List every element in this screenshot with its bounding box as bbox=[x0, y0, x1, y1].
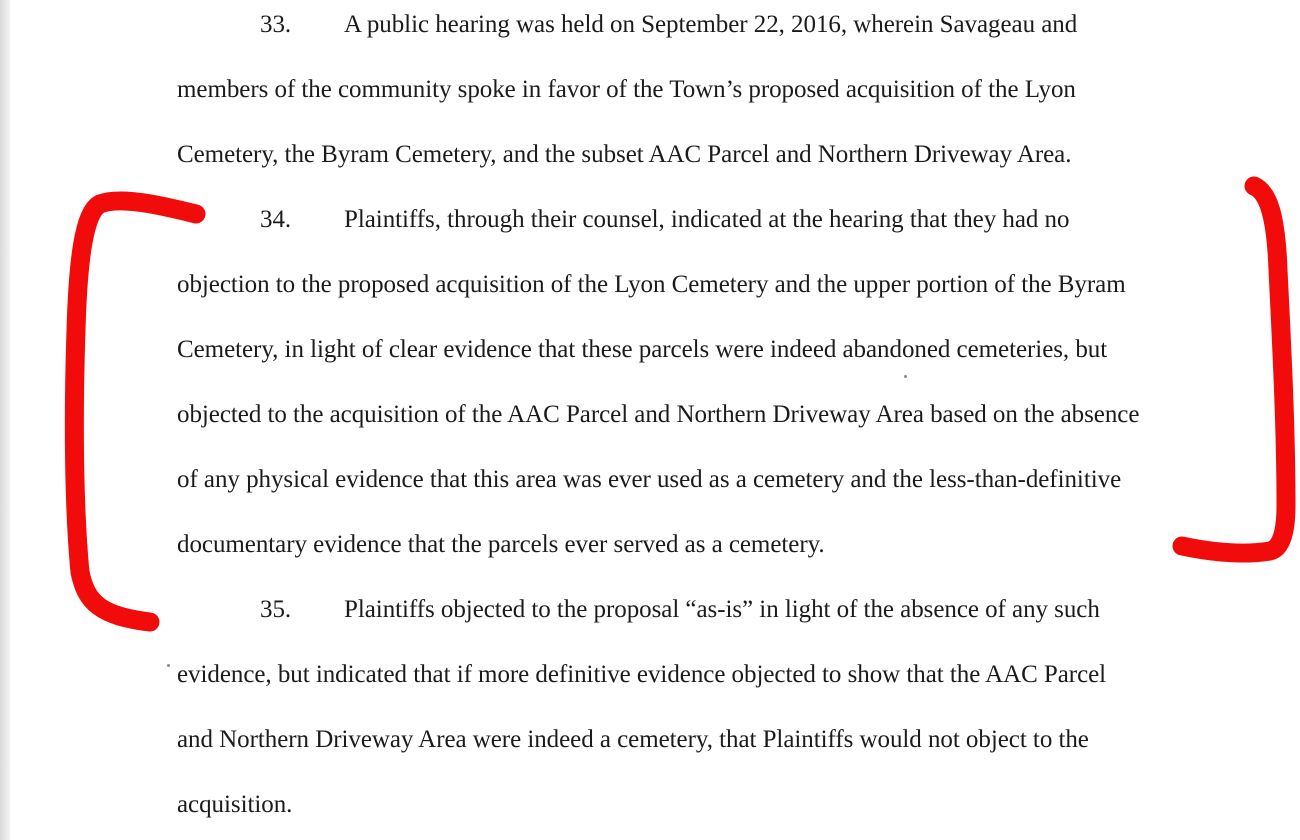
paragraph-34-line-5: of any physical evidence that this area was ever used as a cemetery and the less-than-definitive bbox=[177, 466, 1122, 493]
right-red-bracket-annotation bbox=[1182, 186, 1286, 553]
paragraph-33-text-1: A public hearing was held on September 22, 2016, wherein Savageau and bbox=[344, 11, 1078, 38]
paragraph-35-line-3: and Northern Driveway Area were indeed a cemetery, that Plaintiffs would not object to the bbox=[177, 726, 1089, 753]
paragraph-34-number: 34. bbox=[260, 206, 292, 233]
scan-speck bbox=[167, 664, 170, 667]
paragraph-33-number: 33. bbox=[260, 11, 292, 38]
paragraph-33-line-3: Cemetery, the Byram Cemetery, and the subset AAC Parcel and Northern Driveway Area. bbox=[177, 141, 1072, 168]
scan-speck bbox=[904, 375, 907, 378]
paragraph-34-line-1 bbox=[260, 205, 1069, 235]
paragraph-35-number: 35. bbox=[260, 596, 292, 623]
paragraph-35-line-4: acquisition. bbox=[177, 791, 293, 818]
paragraph-34-line-6: documentary evidence that the parcels ever served as a cemetery. bbox=[177, 531, 825, 558]
page-edge-shadow bbox=[0, 0, 10, 840]
paragraph-35-line-1 bbox=[260, 595, 1100, 625]
paragraph-34-line-2: objection to the proposed acquisition of the Lyon Cemetery and the upper portion of the Byram bbox=[177, 271, 1126, 298]
paragraph-34-line-4: objected to the acquisition of the AAC Parcel and Northern Driveway Area based on the absence bbox=[177, 401, 1140, 428]
paragraph-35-text-1: Plaintiffs objected to the proposal “as-is” in light of the absence of any such bbox=[344, 596, 1100, 623]
paragraph-34-text-1: Plaintiffs, through their counsel, indicated at the hearing that they had no bbox=[344, 206, 1070, 233]
paragraph-33-line-1 bbox=[260, 10, 1077, 40]
paragraph-35-line-2: evidence, but indicated that if more definitive evidence objected to show that the AAC Parcel bbox=[177, 661, 1107, 688]
paragraph-33-line-2: members of the community spoke in favor of the Town’s proposed acquisition of the Lyon bbox=[177, 76, 1076, 103]
paragraph-34-line-3: Cemetery, in light of clear evidence that these parcels were indeed abandoned cemeteries, but bbox=[177, 336, 1108, 363]
